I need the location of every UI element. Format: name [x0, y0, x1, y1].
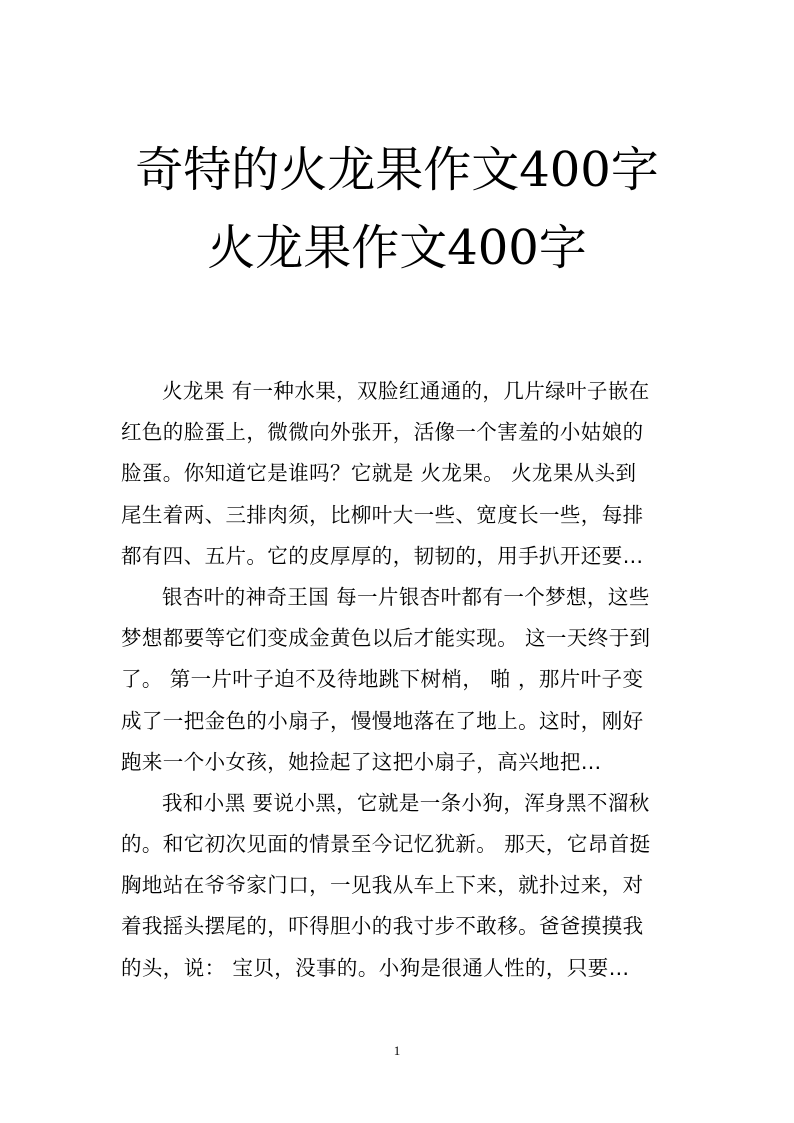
- paragraph-ginkgo-leaf: [121, 577, 681, 783]
- paragraph-line: 跑来一个小女孩，她捡起了这把小扇子，高兴地把…: [121, 749, 602, 774]
- paragraph-line: 了。 第一片叶子迫不及待地跳下树梢， 啪 ，那片叶子变: [121, 667, 644, 692]
- title-line-1: 奇特的火龙果作文400字: [135, 142, 659, 198]
- paragraph-line: 银杏叶的神奇王国 每一片银杏叶都有一个梦想，这些: [162, 584, 650, 609]
- paragraph-line: 尾生着两、三排肉须，比柳叶大一些、宽度长一些，每排: [121, 502, 644, 527]
- paragraph-line: 红色的脸蛋上，微微向外张开，活像一个害羞的小姑娘的: [121, 420, 644, 445]
- paragraph-line: 的。和它初次见面的情景至今记忆犹新。 那天，它昂首挺: [121, 832, 651, 857]
- title-line-2: 火龙果作文400字: [207, 220, 587, 276]
- document-body: [121, 371, 681, 989]
- paragraph-dragon-fruit: [121, 371, 681, 577]
- paragraph-little-black: [121, 783, 681, 989]
- document-title: [0, 140, 794, 278]
- paragraph-line: 火龙果 有一种水果，双脸红通通的，几片绿叶子嵌在: [162, 379, 650, 403]
- paragraph-line: 胸地站在爷爷家门口，一见我从车上下来，就扑过来，对: [121, 873, 644, 898]
- paragraph-line: 的头，说： 宝贝，没事的。小狗是很通人性的，只要…: [121, 955, 630, 980]
- paragraph-line: 梦想都要等它们变成金黄色以后才能实现。 这一天终于到: [121, 626, 651, 651]
- page-number: 1: [393, 1043, 401, 1058]
- paragraph-line: 我和小黑 要说小黑，它就是一条小狗，浑身黑不溜秋: [162, 790, 650, 815]
- paragraph-line: 成了一把金色的小扇子，慢慢地落在了地上。这时，刚好: [121, 708, 644, 733]
- paragraph-line: 脸蛋。你知道它是谁吗？它就是 火龙果。 火龙果从头到: [121, 461, 637, 486]
- paragraph-line: 着我摇头摆尾的，吓得胆小的我寸步不敢移。爸爸摸摸我: [121, 914, 644, 939]
- paragraph-line: 都有四、五片。它的皮厚厚的，韧韧的，用手扒开还要…: [121, 543, 644, 568]
